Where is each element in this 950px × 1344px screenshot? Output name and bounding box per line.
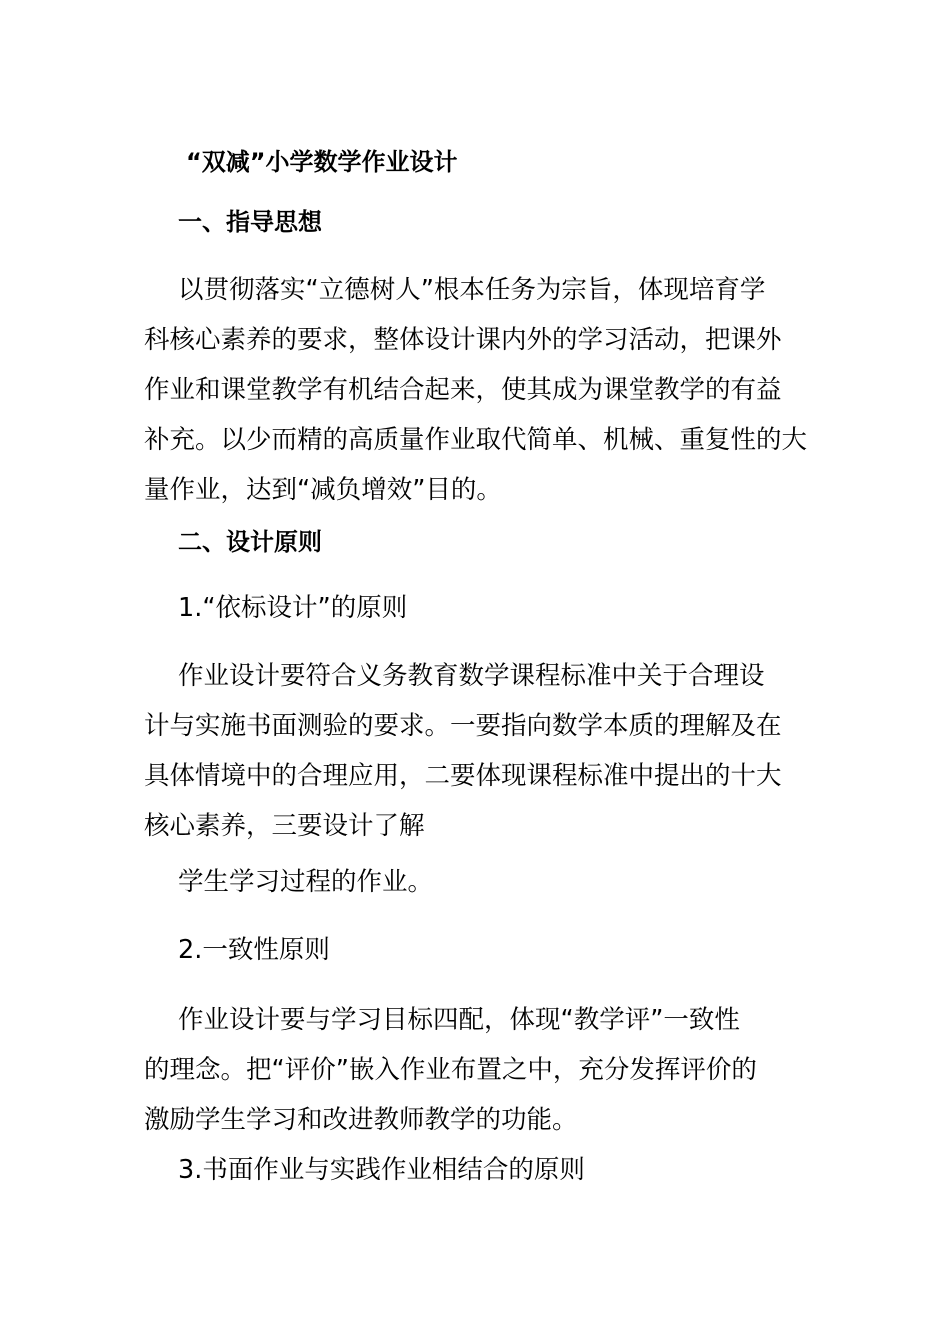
paragraph-line: 以贯彻落实“立德树人”根本任务为宗旨，体现培育学 bbox=[178, 275, 766, 305]
paragraph-line: 计与实施书面测验的要求。一要指向数学本质的理解及在 bbox=[144, 711, 782, 741]
document-title: “双减”小学数学作业设计 bbox=[186, 148, 458, 176]
paragraph-line: 作业和课堂教学有机结合起来，使其成为课堂教学的有益 bbox=[144, 375, 782, 405]
paragraph-line: 补充。以少而精的高质量作业取代简单、机械、重复性的大 bbox=[144, 425, 808, 455]
principle-title-3: 3.书面作业与实践作业相结合的原则 bbox=[178, 1155, 585, 1185]
paragraph-line: 的理念。把“评价”嵌入作业布置之中，充分发挥评价的 bbox=[144, 1055, 757, 1085]
principle-title-1: 1.“依标设计”的原则 bbox=[178, 593, 408, 623]
paragraph-line: 作业设计要符合义务教育数学课程标准中关于合理设 bbox=[178, 661, 765, 691]
paragraph-line: 量作业，达到“减负增效”目的。 bbox=[144, 475, 502, 505]
principle-title-2: 2.一致性原则 bbox=[178, 935, 330, 965]
section-heading-design-principles: 二、设计原则 bbox=[178, 528, 322, 556]
section-heading-guiding-ideology: 一、指导思想 bbox=[178, 208, 322, 236]
paragraph-line: 作业设计要与学习目标四配，体现“教学评”一致性 bbox=[178, 1005, 740, 1035]
paragraph-line: 科核心素养的要求，整体设计课内外的学习活动，把课外 bbox=[144, 325, 782, 355]
paragraph-line: 激励学生学习和改进教师教学的功能。 bbox=[144, 1105, 578, 1135]
paragraph-continuation: 学生学习过程的作业。 bbox=[178, 867, 434, 897]
paragraph-line: 具体情境中的合理应用，二要体现课程标准中提出的十大 bbox=[144, 761, 782, 791]
paragraph-line: 核心素养，三要设计了解 bbox=[144, 811, 425, 841]
